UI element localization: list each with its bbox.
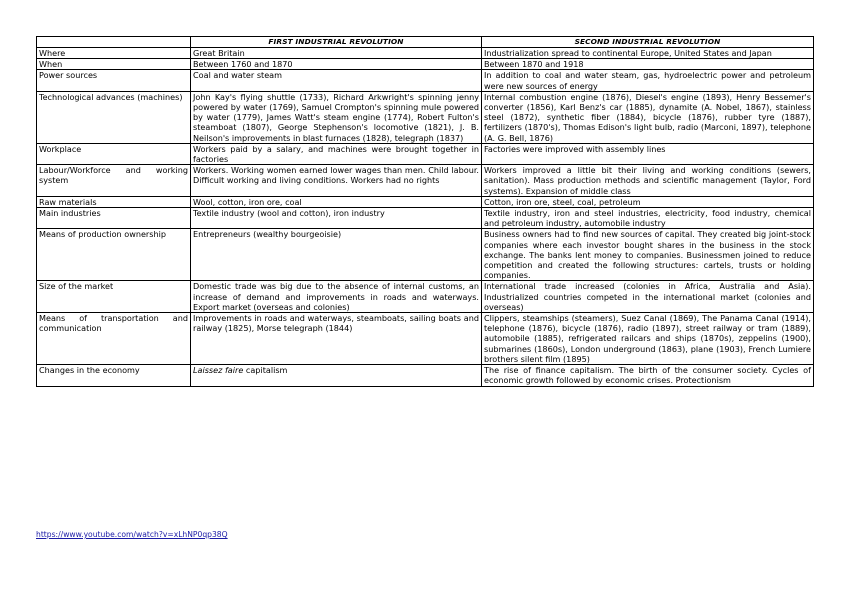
first-revolution-cell: Workers paid by a salary, and machines were brought together in factories bbox=[191, 143, 482, 164]
table-row bbox=[37, 143, 814, 164]
second-revolution-cell: Cotton, iron ore, steel, coal, petroleum bbox=[482, 196, 814, 207]
second-revolution-cell: Between 1870 and 1918 bbox=[482, 59, 814, 70]
row-label: Size of the market bbox=[37, 281, 191, 313]
table-row bbox=[37, 70, 814, 91]
row-label: Workplace bbox=[37, 143, 191, 164]
first-revolution-cell: Textile industry (wool and cotton), iron industry bbox=[191, 208, 482, 229]
first-revolution-cell: Domestic trade was big due to the absence of internal customs, an increase of demand and improvements in roads and waterways. Export market (overseas and colonies) bbox=[191, 281, 482, 313]
table-row bbox=[37, 313, 814, 365]
comparison-table bbox=[36, 36, 814, 387]
first-revolution-cell bbox=[191, 365, 482, 386]
first-revolution-cell-text: capitalism bbox=[243, 365, 288, 376]
row-label: Where bbox=[37, 48, 191, 59]
row-label: Technological advances (machines) bbox=[37, 91, 191, 143]
table-row bbox=[37, 196, 814, 207]
second-revolution-cell: Clippers, steamships (steamers), Suez Canal (1869), The Panama Canal (1914), telephone (1876), bicycle (1876), radio (1897), street railway or tram (1889), automobile (1885), refrigerated railcars and ships (1870s), zeppelins (1900), submarines (1860s), London underground (1863), plane (1903), French Lumiere brothers silent film (1895) bbox=[482, 313, 814, 365]
table-row bbox=[37, 59, 814, 70]
header-empty-cell bbox=[37, 37, 191, 48]
table-row bbox=[37, 91, 814, 143]
youtube-link[interactable]: https://www.youtube.com/watch?v=xLhNP0qp38Q bbox=[36, 530, 228, 539]
first-revolution-cell: John Kay's flying shuttle (1733), Richard Arkwright's spinning jenny powered by water (1769), Samuel Crompton's spinning mule powered by water (1779), James Watt's steam engine (1774), Robert Fulton's steamboat (1807), George Stephenson's locomotive (1821), J. B. Neilson's improvements in blast furnaces (1828), telegraph (1837) bbox=[191, 91, 482, 143]
second-revolution-cell: Workers improved a little bit their living and working conditions (sewers, sanitation). Mass production methods and scientific management (Taylor, Ford systems). Expansion of middle class bbox=[482, 165, 814, 197]
header-first-revolution: FIRST INDUSTRIAL REVOLUTION bbox=[191, 37, 482, 48]
first-revolution-cell: Entrepreneurs (wealthy bourgeoisie) bbox=[191, 229, 482, 281]
second-revolution-cell: In addition to coal and water steam, gas, hydroelectric power and petroleum were new sources of energy bbox=[482, 70, 814, 91]
row-label: Changes in the economy bbox=[37, 365, 191, 386]
table-row bbox=[37, 165, 814, 197]
second-revolution-cell: Factories were improved with assembly lines bbox=[482, 143, 814, 164]
second-revolution-cell: The rise of finance capitalism. The birth of the consumer society. Cycles of economic growth followed by economic crises. Protectionism bbox=[482, 365, 814, 386]
first-revolution-cell: Improvements in roads and waterways, steamboats, sailing boats and railway (1825), Morse telegraph (1844) bbox=[191, 313, 482, 365]
table-row bbox=[37, 281, 814, 313]
second-revolution-cell: Industrialization spread to continental Europe, United States and Japan bbox=[482, 48, 814, 59]
first-revolution-cell: Workers. Working women earned lower wages than men. Child labour. Difficult working and living conditions. Workers had no rights bbox=[191, 165, 482, 197]
table-row bbox=[37, 229, 814, 281]
row-label: Labour/Workforce and working system bbox=[37, 165, 191, 197]
row-label: Main industries bbox=[37, 208, 191, 229]
second-revolution-cell: Business owners had to find new sources of capital. They created big joint-stock companies where each investor bought shares in the business in the stock exchange. The banks lent money to companies. Businessmen joined to reduce competition and created the following structures: cartels, trusts or holding companies. bbox=[482, 229, 814, 281]
table-row bbox=[37, 48, 814, 59]
row-label: When bbox=[37, 59, 191, 70]
laissez-faire-term: Laissez faire bbox=[193, 365, 244, 376]
second-revolution-cell: Textile industry, iron and steel industries, electricity, food industry, chemical and petroleum industry, automobile industry bbox=[482, 208, 814, 229]
first-revolution-cell: Coal and water steam bbox=[191, 70, 482, 91]
second-revolution-cell: International trade increased (colonies in Africa, Australia and Asia). Industrialized countries competed in the international market (colonies and overseas) bbox=[482, 281, 814, 313]
first-revolution-cell: Between 1760 and 1870 bbox=[191, 59, 482, 70]
table-row bbox=[37, 208, 814, 229]
first-revolution-cell: Wool, cotton, iron ore, coal bbox=[191, 196, 482, 207]
row-label: Power sources bbox=[37, 70, 191, 91]
row-label: Raw materials bbox=[37, 196, 191, 207]
row-label: Means of production ownership bbox=[37, 229, 191, 281]
table-row bbox=[37, 365, 814, 386]
row-label: Means of transportation and communication bbox=[37, 313, 191, 365]
second-revolution-cell: Internal combustion engine (1876), Diesel's engine (1893), Henry Bessemer's converter (1856), Karl Benz's car (1885), dynamite (A. Nobel, 1867), stainless steel (1872), synthetic fiber (1884), bicycle (1876), rubber tyre (1887), fertilizers (1870's), Thomas Edison's light bulb, radio (Marconi, 1897), telephone (A. G. Bell, 1876) bbox=[482, 91, 814, 143]
table-header-row bbox=[37, 37, 814, 48]
header-second-revolution: SECOND INDUSTRIAL REVOLUTION bbox=[482, 37, 814, 48]
first-revolution-cell: Great Britain bbox=[191, 48, 482, 59]
